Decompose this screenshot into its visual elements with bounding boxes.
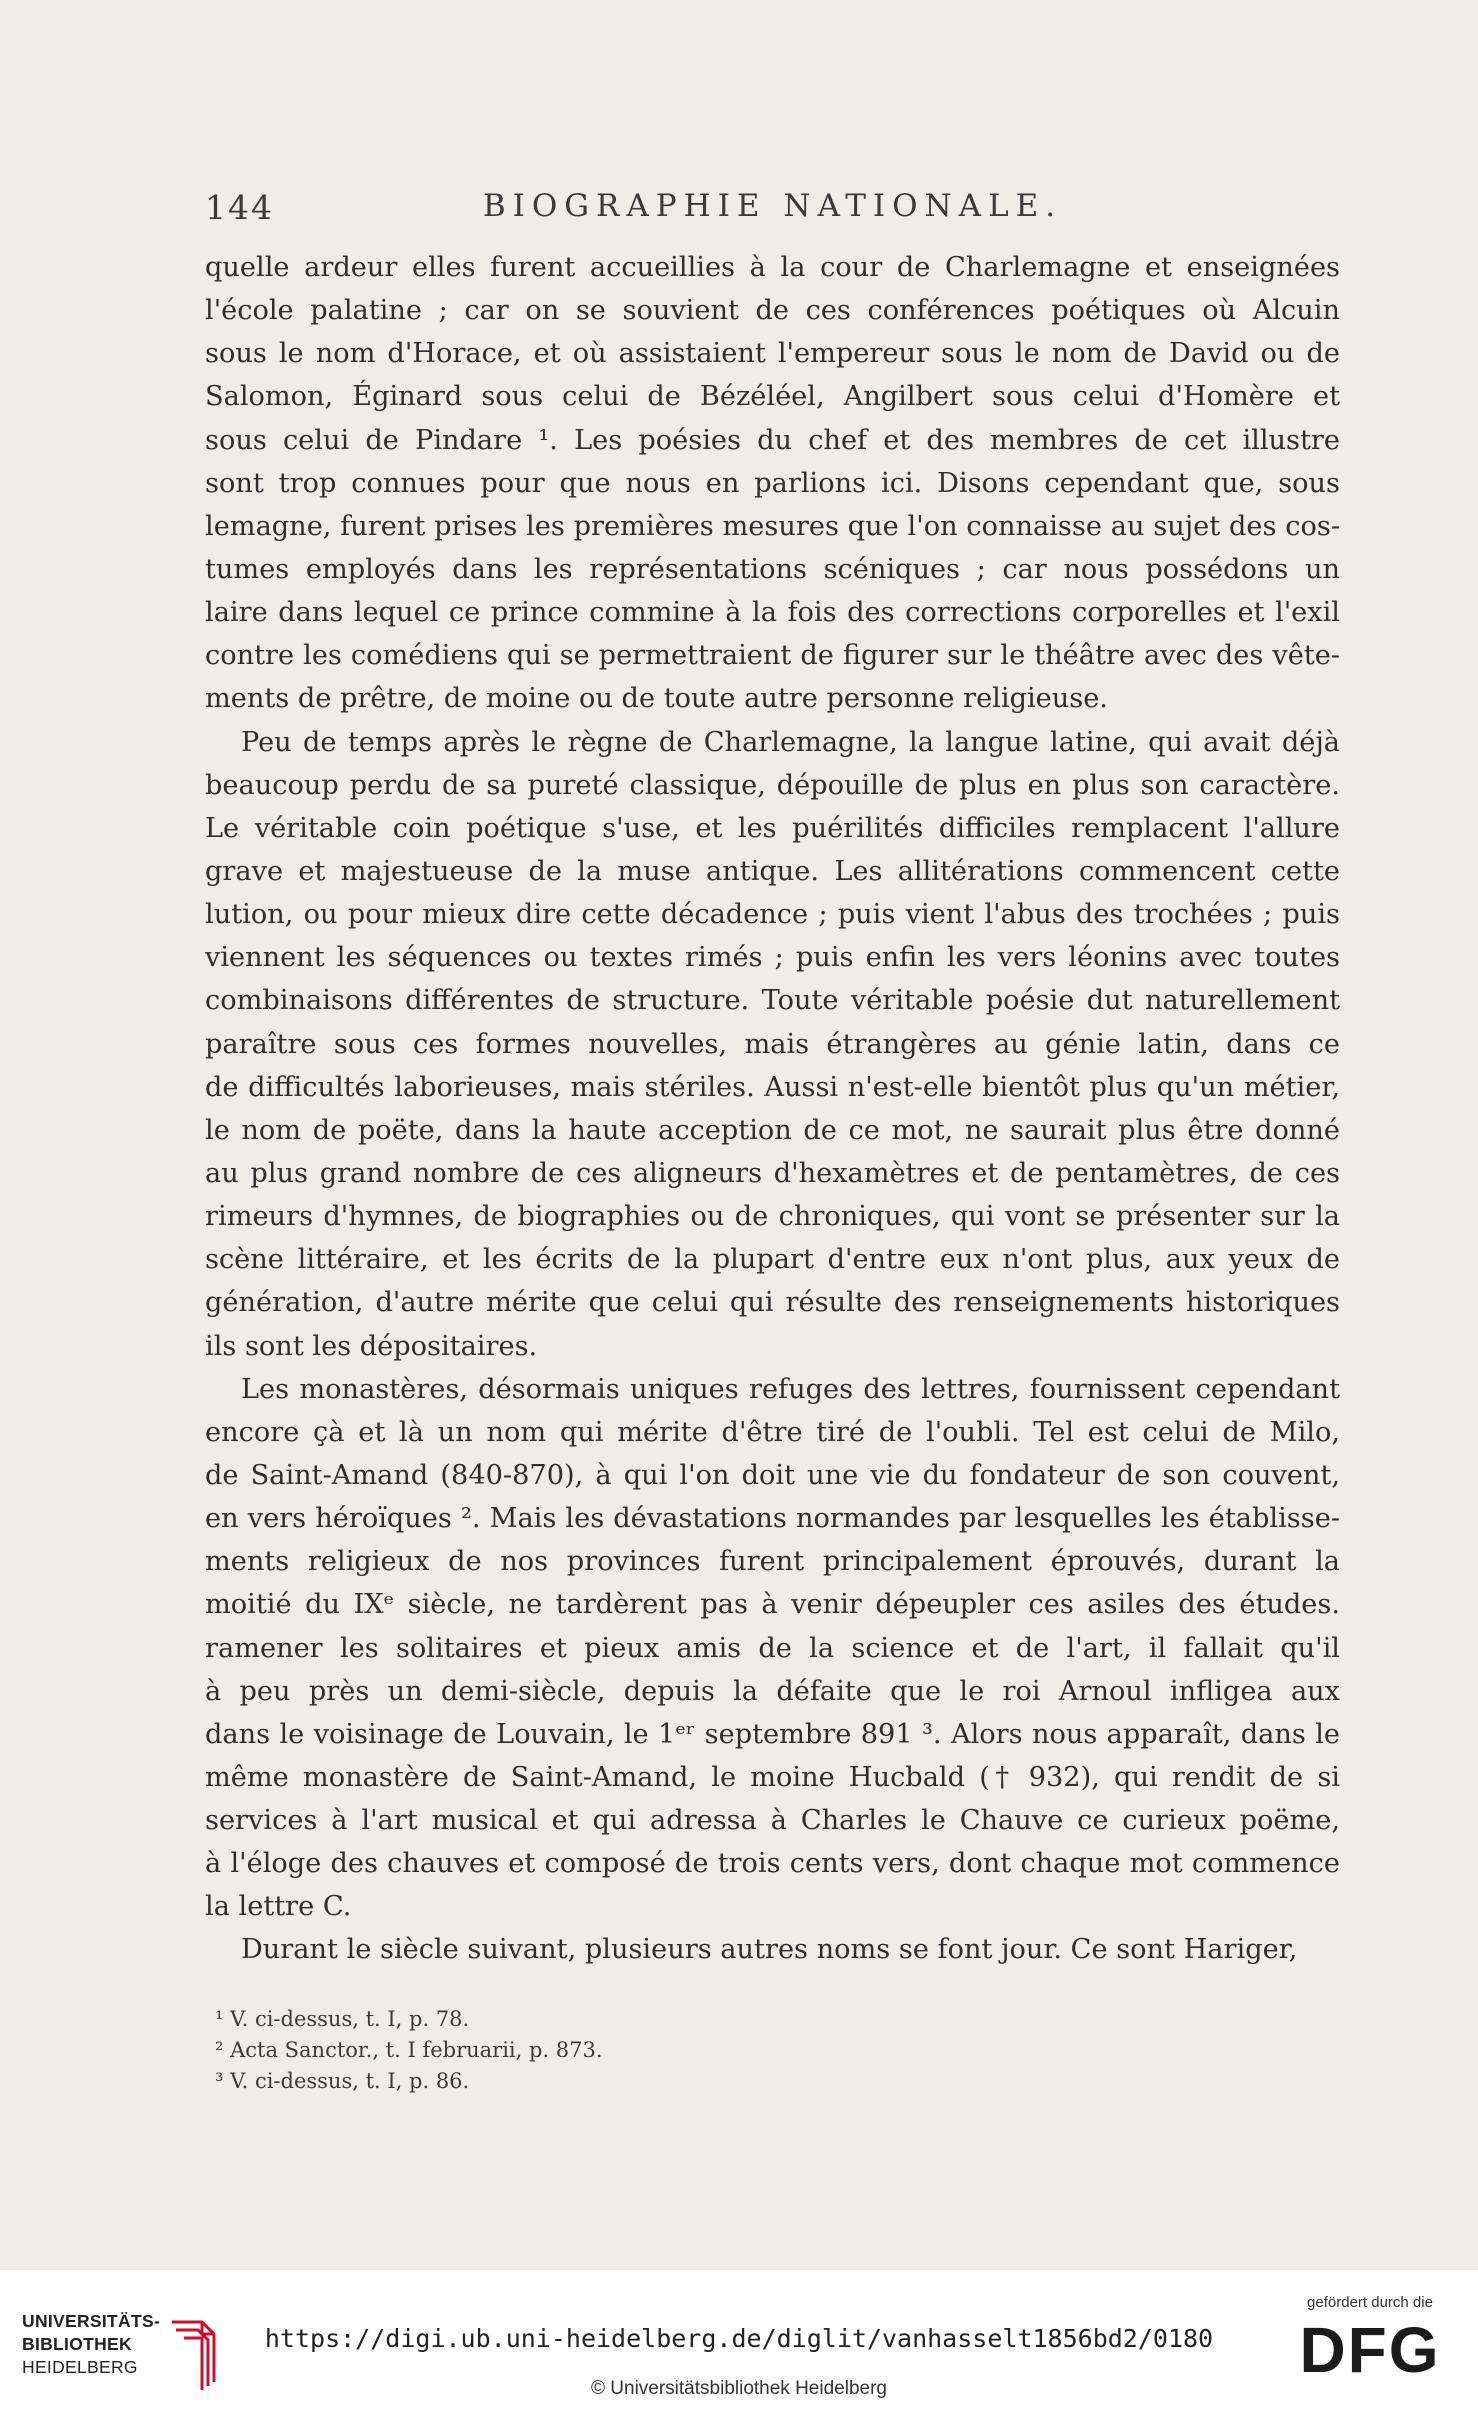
paragraph (205, 246, 1340, 721)
library-line-1: UNIVERSITÄTS- (22, 2311, 161, 2331)
text-line: la lettre C. (205, 1891, 352, 1923)
copyright-notice: © Universitätsbibliothek Heidelberg (591, 2378, 887, 2399)
text-line: contre les comédiens qui se permettraient de figurer sur le théâtre avec des vête- (205, 640, 1340, 672)
text-line: combinaisons différentes de structure. Toute véritable poésie dut naturellement (205, 985, 1340, 1017)
paragraph (205, 1368, 1340, 1929)
text-line: ments de prêtre, de moine ou de toute autre personne religieuse. (205, 683, 1108, 715)
text-line: services à l'art musical et qui adressa à Charles le Chauve ce curieux poëme, (205, 1805, 1340, 1837)
page-number: 144 (205, 188, 274, 227)
text-line: paraître sous ces formes nouvelles, mais étrangères au génie latin, dans ce (205, 1028, 1340, 1060)
footer-bar (0, 2270, 1478, 2431)
text-line: Durant le siècle suivant, plusieurs autres noms se font jour. Ce sont Hariger, (241, 1934, 1298, 1966)
text-line: ments religieux de nos provinces furent principalement éprouvés, durant la (205, 1546, 1340, 1578)
text-line: en vers héroïques ². Mais les dévastations normandes par lesquelles les établisse- (205, 1503, 1340, 1535)
text-line: même monastère de Saint-Amand, le moine Hucbald († 932), qui rendit de si (205, 1761, 1340, 1793)
text-line: génération, d'autre mérite que celui qui résulte des renseignements historiques (205, 1287, 1340, 1319)
text-line: l'école palatine ; car on se souvient de ces conférences poétiques où Alcuin (205, 295, 1340, 327)
text-line: le nom de poëte, dans la haute acception de ce mot, ne saurait plus être donné (205, 1114, 1340, 1146)
text-line: sont trop connues pour que nous en parlions ici. Disons cependant que, sous (205, 467, 1340, 499)
funded-by-label: gefördert durch die (1307, 2294, 1433, 2311)
text-line: à peu près un demi-siècle, depuis la défaite que le roi Arnoul infligea aux (205, 1675, 1340, 1707)
text-line: moitié du IXᵉ siècle, ne tardèrent pas à venir dépeupler ces asiles des études. (205, 1589, 1340, 1621)
text-line: lution, ou pour mieux dire cette décadence ; puis vient l'abus des trochées ; puis (205, 899, 1340, 931)
text-line: viennent les séquences ou textes rimés ; puis enfin les vers léonins avec toutes (205, 942, 1340, 974)
text-line: ramener les solitaires et pieux amis de la science et de l'art, il fallait qu'il (205, 1632, 1340, 1664)
text-line: scène littéraire, et les écrits de la plupart d'entre eux n'ont plus, aux yeux de (205, 1244, 1340, 1276)
footnote-3: ³ V. ci-dessus, t. I, p. 86. (215, 2069, 470, 2093)
text-line: tumes employés dans les représentations scéniques ; car nous possédons un (205, 553, 1340, 585)
text-line: beaucoup perdu de sa pureté classique, dépouille de plus en plus son caractère. (205, 769, 1340, 801)
body-text (205, 246, 1340, 1972)
text-line: quelle ardeur elles furent accueillies à la cour de Charlemagne et enseignées (205, 252, 1340, 283)
text-line: sous celui de Pindare ¹. Les poésies du chef et des membres de cet illustre (205, 424, 1340, 456)
dfg-funding-block[interactable] (1290, 2294, 1450, 2414)
footnote-2: ² Acta Sanctor., t. I februarii, p. 873. (215, 2038, 603, 2062)
text-line: de difficultés laborieuses, mais stériles. Aussi n'est-elle bientôt plus qu'un métier, (205, 1071, 1340, 1103)
text-line: à l'éloge des chauves et composé de trois cents vers, dont chaque mot commence (205, 1848, 1340, 1880)
paragraph (205, 1928, 1340, 1971)
running-title: BIOGRAPHIE NATIONALE. (482, 188, 1063, 224)
text-line: Peu de temps après le règne de Charlemagne, la langue latine, qui avait déjà (241, 726, 1340, 758)
library-line-3: HEIDELBERG (22, 2357, 138, 2377)
library-line-2: BIBLIOTHEK (22, 2334, 132, 2354)
text-line: dans le voisinage de Louvain, le 1ᵉʳ septembre 891 ³. Alors nous apparaît, dans le (205, 1718, 1340, 1750)
text-line: grave et majestueuse de la muse antique. Les allitérations commencent cette (205, 855, 1340, 887)
source-url-link[interactable]: https://digi.ub.uni-heidelberg.de/diglit/vanhasselt1856bd2/0180 (264, 2324, 1214, 2353)
text-line: au plus grand nombre de ces aligneurs d'hexamètres et de pentamètres, de ces (205, 1157, 1340, 1189)
text-line: Les monastères, désormais uniques refuges des lettres, fournissent cependant (241, 1373, 1340, 1405)
footnote-1: ¹ V. ci-dessus, t. I, p. 78. (215, 2007, 470, 2031)
text-line: lemagne, furent prises les premières mesures que l'on connaisse au sujet des cos- (205, 510, 1340, 542)
text-line: Salomon, Éginard sous celui de Bézéléel, Angilbert sous celui d'Homère et (205, 381, 1340, 413)
text-line: rimeurs d'hymnes, de biographies ou de chroniques, qui vont se présenter sur la (205, 1201, 1340, 1233)
footnotes (215, 2004, 915, 2097)
text-line: de Saint-Amand (840-870), à qui l'on doit une vie du fondateur de son couvent, (205, 1459, 1340, 1491)
paragraph (205, 721, 1340, 1368)
text-line: Le véritable coin poétique s'use, et les puérilités difficiles remplacent l'allure (205, 812, 1340, 844)
text-line: ils sont les dépositaires. (205, 1330, 538, 1362)
text-line: encore çà et là un nom qui mérite d'être tiré de l'oubli. Tel est celui de Milo, (205, 1416, 1340, 1448)
dfg-logo: DFG (1299, 2314, 1441, 2386)
page-header (205, 180, 1340, 240)
text-line: sous le nom d'Horace, et où assistaient l'empereur sous le nom de David ou de (205, 338, 1340, 370)
text-line: laire dans lequel ce prince commine à la fois des corrections corporelles et l'exil (205, 597, 1340, 629)
